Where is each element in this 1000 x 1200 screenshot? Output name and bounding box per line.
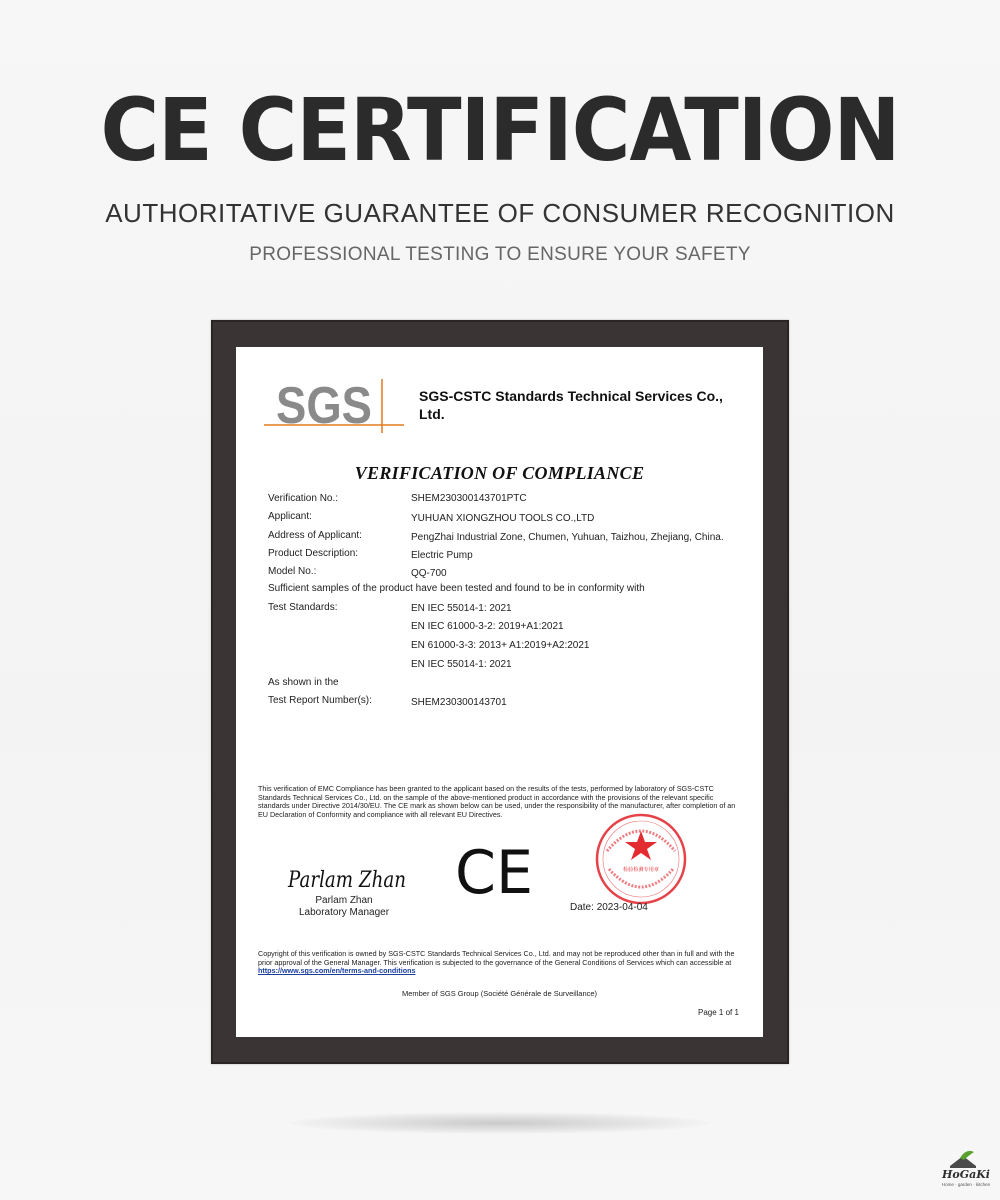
document-title: VERIFICATION OF COMPLIANCE — [354, 463, 645, 483]
ce-mark — [452, 838, 536, 908]
field-value: SHEM230300143701PTC — [411, 493, 527, 504]
compliance-note: This verification of EMC Compliance has been granted to the applicant based on the results of the tests, performed by laboratory of SGS-CSTC Standards Technical Services Co., Ltd. on the sample of the above-mentioned product in accordance with the provisions of the relevant specific standards under Directive 2014/30/EU. The CE mark as shown below can be used, under the responsibility of the manufacturer, after completion of an EU Declaration of Conformity and compliance with all relevant EU Directives. — [258, 784, 736, 819]
signature-script: Parlam Zhan — [287, 868, 406, 893]
copyright-notice — [258, 950, 742, 976]
certificate-paper — [236, 347, 763, 1037]
issuer-name: SGS-CSTC Standards Technical Services Co., Ltd. — [419, 388, 723, 422]
signatory-name: Parlam Zhan — [315, 895, 373, 906]
sgs-logo — [264, 373, 404, 435]
member-statement: Member of SGS Group (Société Générale de Surveillance) — [401, 989, 598, 998]
ce-mark-text: CE — [455, 838, 533, 908]
date-label: Date: — [570, 902, 594, 913]
test-standards-label: Test Standards: — [268, 602, 338, 613]
copyright-text: Copyright of this verification is owned by SGS-CSTC Standards Technical Services Co., Ltd. and may not be reproduced other than in full and with the prior approval of the General Manager. This verification is subjected to the governance of the General Conditions of Services which can accessible at — [258, 949, 735, 967]
sgs-logo-text: SGS — [276, 377, 372, 435]
field-value: Electric Pump — [411, 550, 473, 561]
test-standard: EN IEC 55014-1: 2021 — [411, 603, 512, 614]
conformity-statement: Sufficient samples of the product have been tested and found to be in conformity with — [268, 583, 645, 594]
page-number: Page 1 of 1 — [698, 1008, 739, 1017]
brand-name: HoGaKi — [942, 1168, 990, 1181]
date-value: 2023-04-04 — [596, 902, 648, 913]
field-label: Verification No.: — [268, 493, 339, 504]
test-standard: EN IEC 55014-1: 2021 — [411, 659, 512, 670]
report-number-label: Test Report Number(s): — [268, 695, 372, 706]
field-value: PengZhai Industrial Zone, Chumen, Yuhuan, Taizhou, Zhejiang, China. — [411, 532, 724, 543]
field-label: Model No.: — [268, 566, 317, 577]
page-subtitle: AUTHORITATIVE GUARANTEE OF CONSUMER RECOGNITION — [105, 198, 895, 228]
test-standard: EN 61000-3-3: 2013+ A1:2019+A2:2021 — [411, 640, 590, 651]
seal-text: 检验检测专用章 — [623, 867, 659, 873]
terms-link[interactable]: https://www.sgs.com/en/terms-and-conditions — [258, 966, 416, 976]
official-seal — [591, 809, 691, 909]
signature — [284, 853, 414, 899]
field-value: YUHUAN XIONGZHOU TOOLS CO.,LTD — [411, 513, 595, 524]
signatory-title: Laboratory Manager — [298, 907, 390, 918]
shown-in-label: As shown in the — [268, 677, 339, 688]
field-label: Product Description: — [268, 548, 359, 559]
field-value: QQ-700 — [411, 568, 447, 579]
page-headline: CE CERTIFICATION — [100, 80, 900, 181]
brand-tagline: Home · garden · kitchen — [941, 1182, 991, 1187]
issue-date — [570, 902, 648, 913]
field-label: Address of Applicant: — [268, 530, 362, 541]
test-standard: EN IEC 61000-3-2: 2019+A1:2021 — [411, 621, 564, 632]
field-label: Applicant: — [268, 511, 312, 522]
leaf-icon — [960, 1151, 974, 1160]
report-number-value: SHEM230300143701 — [411, 697, 507, 708]
frame-shadow — [290, 1112, 710, 1134]
page-tagline: PROFESSIONAL TESTING TO ENSURE YOUR SAFETY — [249, 244, 751, 265]
